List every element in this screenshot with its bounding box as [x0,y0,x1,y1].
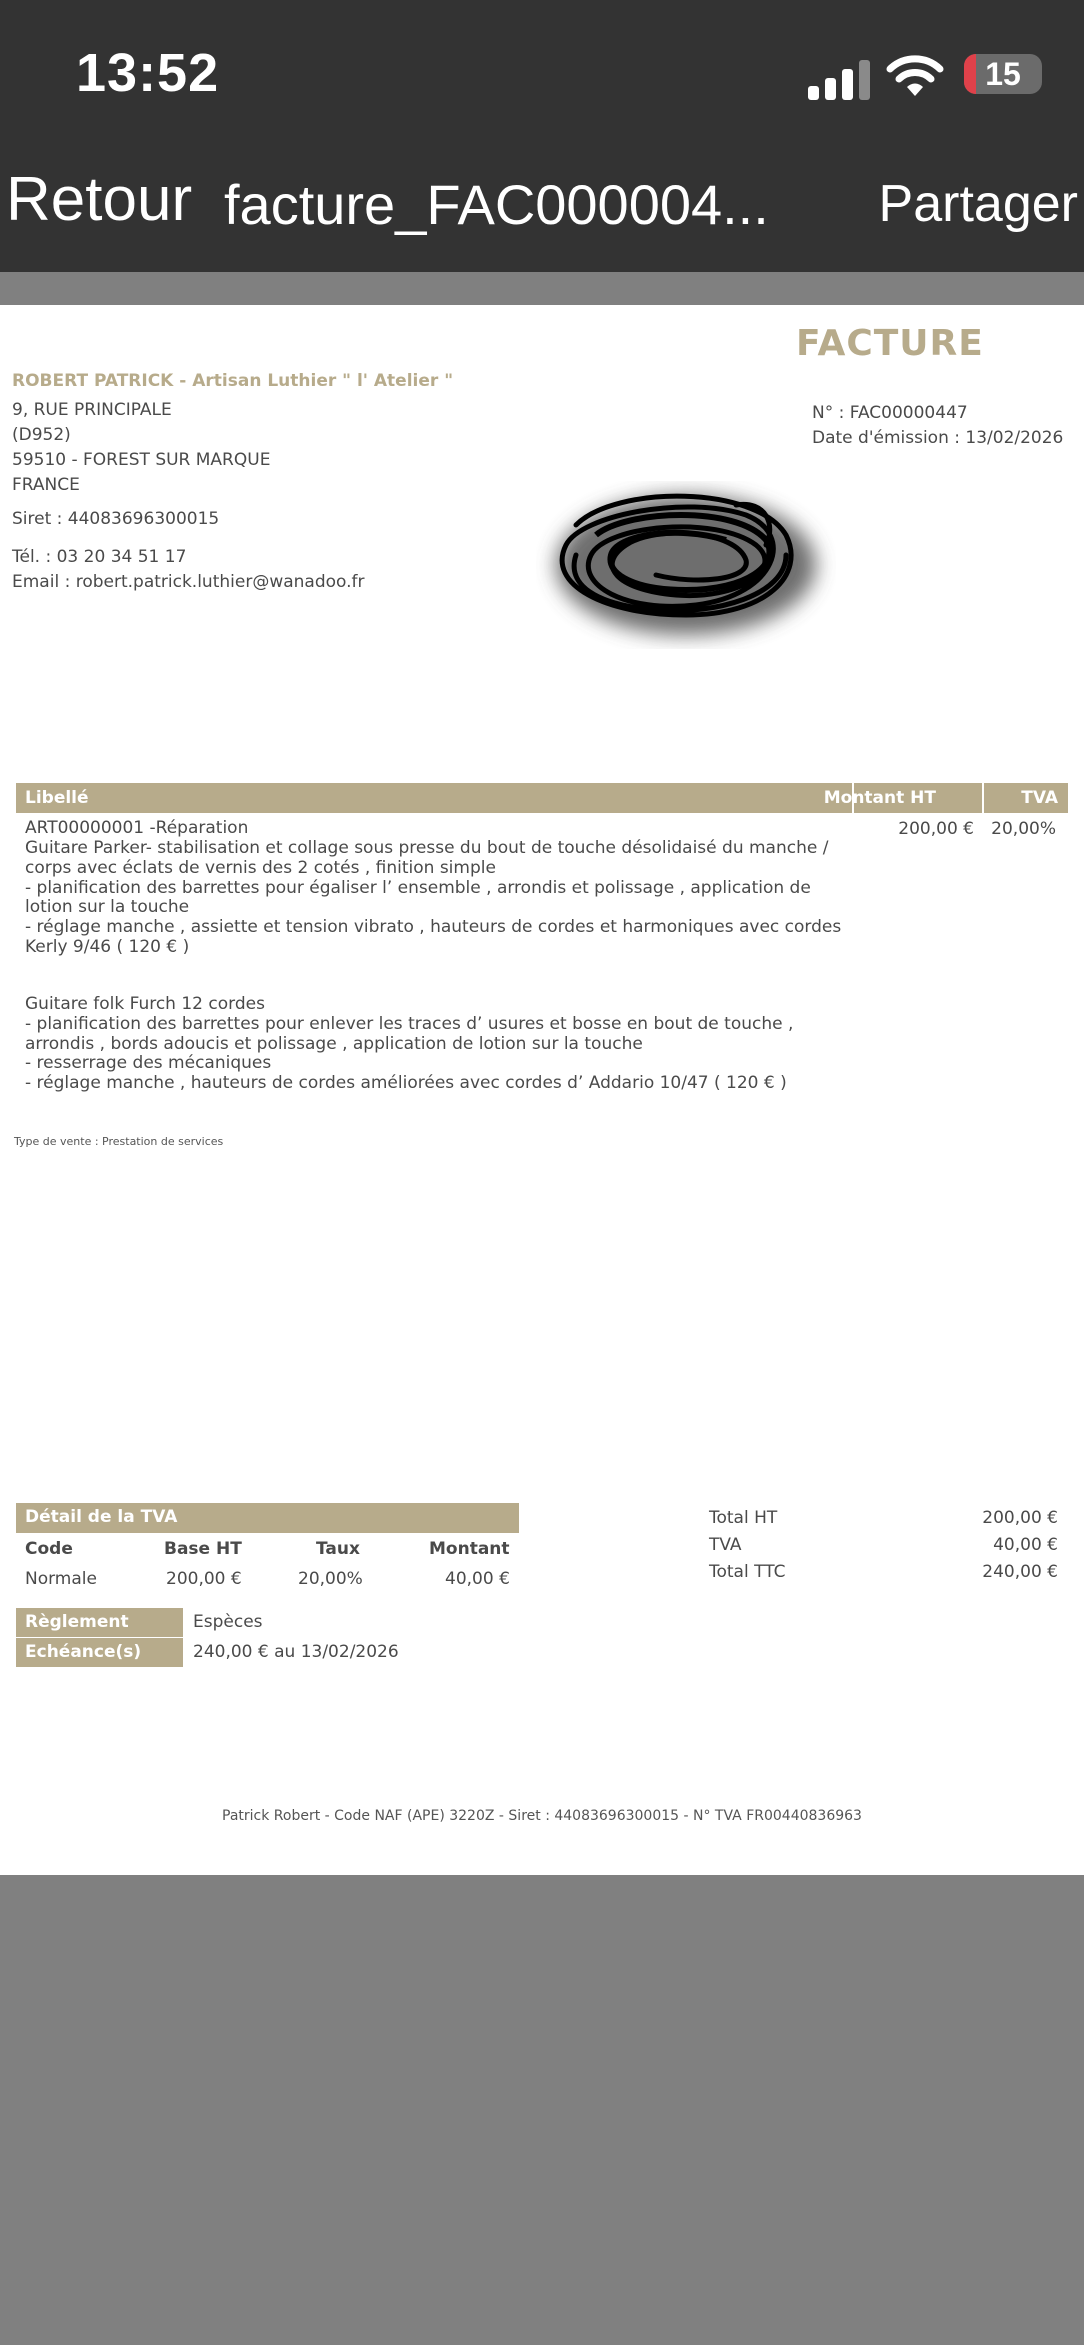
share-button[interactable]: Partager [878,175,1078,233]
document-title: facture_FAC000004... [224,173,769,236]
total-ht-label: Total HT [709,1508,778,1528]
item-text-line: ART00000001 -Réparation [25,818,249,838]
company-name: ROBERT PATRICK - Artisan Luthier " l' Atelier " [12,371,454,391]
cellular-signal-icon [808,60,872,100]
address-line: FRANCE [12,475,80,495]
phone: Tél. : 03 20 34 51 17 [12,547,187,567]
total-ttc-value: 240,00 € [982,1562,1058,1582]
vat-col-amount: Montant [429,1539,510,1559]
signature-scribble [536,465,836,665]
item-text-line: Kerly 9/46 ( 120 € ) [25,937,190,957]
vat-rate-value: 20,00% [298,1569,363,1589]
invoice-number: N° : FAC00000447 [812,403,968,423]
column-label: Libellé [25,788,89,808]
item-text-line: - planification des barrettes pour enlever les traces d’ usures et bosse en bout de touche , [25,1014,794,1034]
item-text-line: lotion sur la touche [25,897,190,917]
item-text-line: corps avec éclats de vernis des 2 cotés , finition simple [25,858,496,878]
vat-col-rate: Taux [316,1539,360,1559]
payment-method-label: Règlement [16,1608,183,1637]
due-date-label: Echéance(s) [16,1638,183,1667]
siret: Siret : 44083696300015 [12,509,220,529]
items-table-header [16,783,1068,813]
column-vat: TVA [1021,788,1058,808]
invoice-date: Date d'émission : 13/02/2026 [812,428,1064,448]
item-text-line: - réglage manche , hauteurs de cordes améliorées avec cordes d’ Addario 10/47 ( 120 € ) [25,1073,787,1093]
item-text-line: arrondis , bords adoucis et polissage , application de lotion sur la touche [25,1034,643,1054]
battery-icon [964,54,1042,94]
item-text-line: - planification des barrettes pour égaliser l’ ensemble , arrondis et polissage , application de [25,878,811,898]
total-ht-value: 200,00 € [982,1508,1058,1528]
legal-footer: Patrick Robert - Code NAF (APE) 3220Z - Siret : 44083696300015 - N° TVA FR00440836963 [222,1808,862,1824]
payment-method-value: Espèces [193,1612,263,1632]
battery-percentage: 15 [985,56,1021,92]
vat-col-code: Code [25,1539,73,1559]
status-time: 13:52 [76,43,220,103]
column-amount: Montant HT [823,788,936,808]
total-tva-label: TVA [709,1535,742,1555]
address-line: 9, RUE PRINCIPALE [12,400,172,420]
item-text-line: - réglage manche , assiette et tension vibrato , hauteurs de cordes et harmoniques avec cordes [25,917,842,937]
vat-base-value: 200,00 € [166,1569,242,1589]
navigation-bar [0,150,1084,272]
vat-col-base: Base HT [164,1539,242,1559]
item-text-line: - resserrage des mécaniques [25,1053,272,1073]
status-bar [0,0,1084,150]
item-vat-rate: 20,00% [991,819,1056,839]
item-text-line: Guitare folk Furch 12 cordes [25,994,265,1014]
address-line: (D952) [12,425,71,445]
vat-detail-title: Détail de la TVA [25,1507,178,1527]
total-tva-value: 40,00 € [993,1535,1058,1555]
invoice-heading: FACTURE [796,323,984,364]
back-button[interactable]: Retour [6,165,193,234]
total-ttc-label: Total TTC [709,1562,786,1582]
vat-amount-value: 40,00 € [445,1569,510,1589]
item-amount: 200,00 € [898,819,974,839]
wifi-icon [886,54,944,98]
sale-type: Type de vente : Prestation de services [14,1135,224,1148]
vat-code-value: Normale [25,1569,97,1589]
due-date-value: 240,00 € au 13/02/2026 [193,1642,399,1662]
item-text-line: Guitare Parker- stabilisation et collage sous presse du bout de touche désolidaisé du manche / [25,838,829,858]
vat-detail-header [16,1503,519,1533]
viewer-background [0,272,1084,305]
invoice-document [0,305,1084,1875]
address-line: 59510 - FOREST SUR MARQUE [12,450,271,470]
email: Email : robert.patrick.luthier@wanadoo.fr [12,572,365,592]
